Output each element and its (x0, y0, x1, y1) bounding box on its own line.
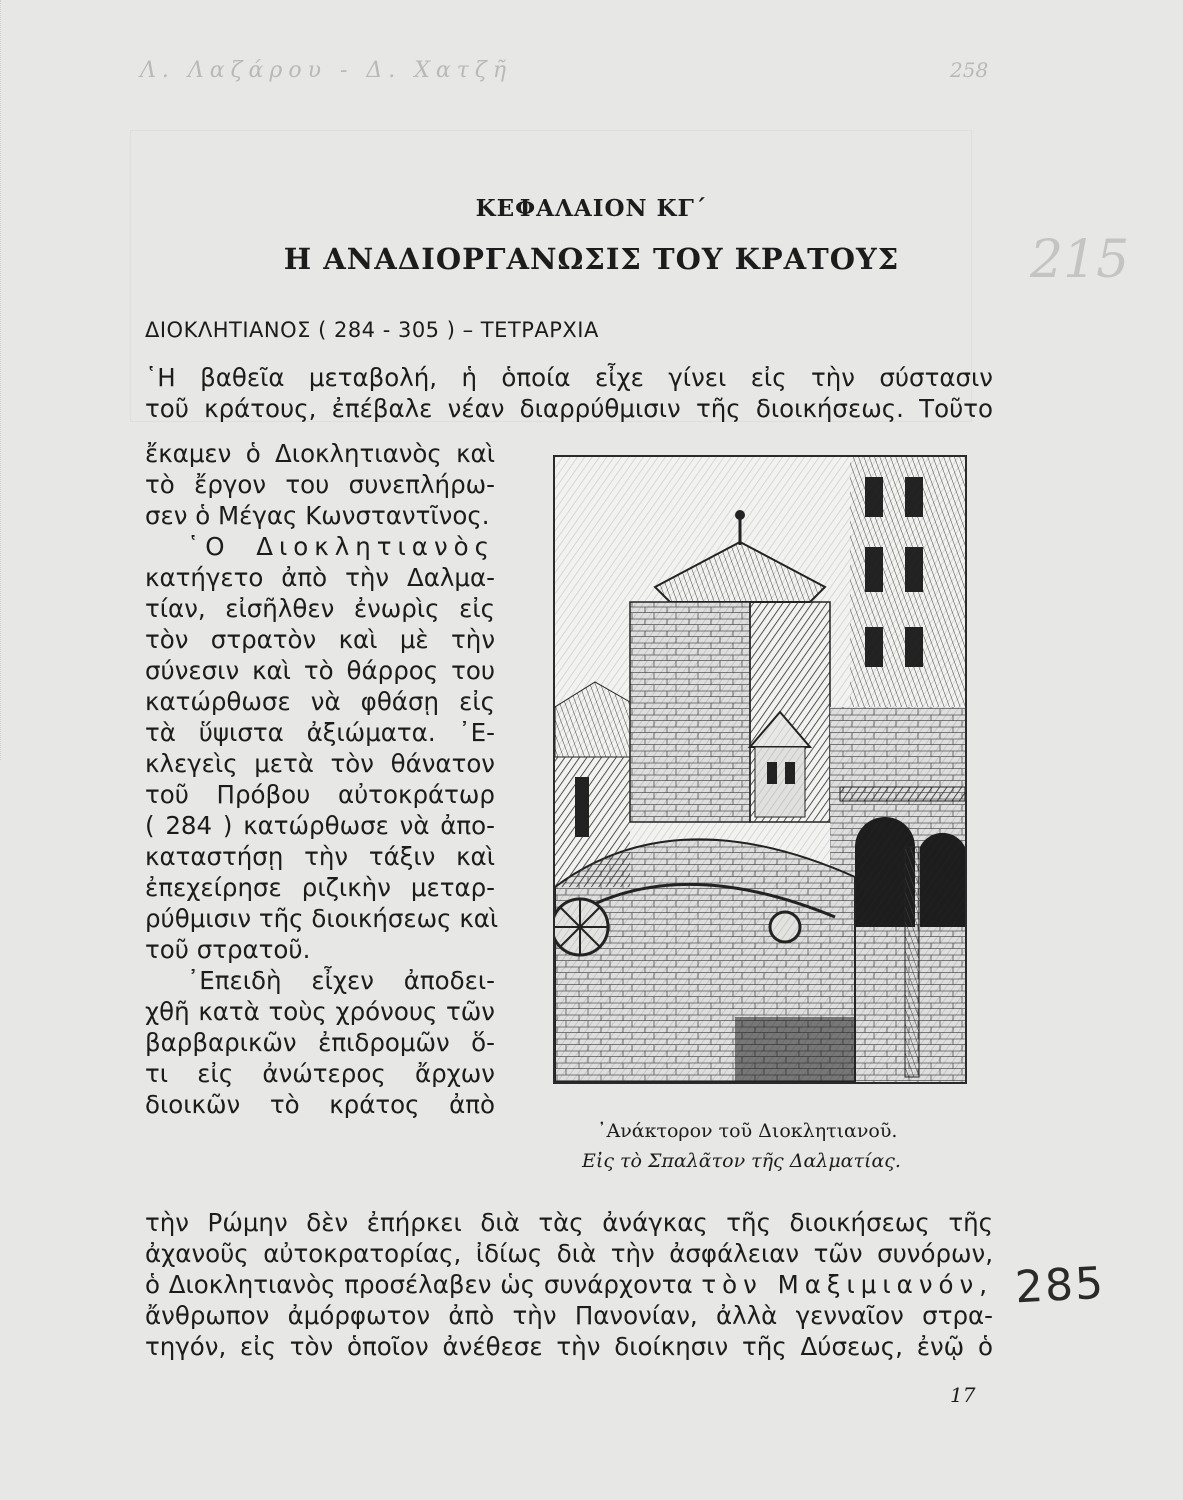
page-title: Η ΑΝΑΔΙΟΡΓΑΝΩΣΙΣ ΤΟΥ ΚΡΑΤΟΥΣ (283, 242, 900, 276)
text-line (145, 1269, 993, 1300)
bleed-page-number: 258 (950, 58, 989, 82)
text-line: ( 284 ) κατώρθωσε νὰ ἀπο- (145, 811, 495, 840)
text-line: βαρβαρικῶν ἐπιδρομῶν ὅ- (145, 1028, 495, 1057)
text-line: σύνεσιν καὶ τὸ θάρρος του (145, 656, 495, 685)
closing-paragraph (145, 1207, 993, 1362)
emphasized-name: τὸν Μαξιμιανόν, (701, 1270, 993, 1299)
text-line: σεν ὁ Μέγας Κωνσταντῖνος. (145, 501, 490, 530)
text-line: ἔκαμεν ὁ Διοκλητιανὸς καὶ (145, 439, 495, 468)
text-line: ἀχανοῦς αὐτοκρατορίας, ἰδίως διὰ τὴν ἀσφάλειαν τῶν συνόρων, (145, 1239, 993, 1268)
figure-caption-title: ᾿Ανάκτορον τοῦ Διοκλητιανοῦ. (597, 1120, 898, 1142)
text-line: κλεγεὶς μετὰ τὸν θάνατον (145, 749, 495, 778)
text-line: ρύθμισιν τῆς διοικήσεως καὶ (145, 904, 499, 933)
page-number: 17 (950, 1383, 976, 1407)
text-fragment: ὁ Διοκλητιανὸς προσέλαβεν ὡς συνάρχοντα (145, 1270, 693, 1299)
text-line: τι εἰς ἀνώτερος ἄρχων (145, 1059, 495, 1088)
text-line: ἐπεχείρησε ριζικὴν μεταρ- (145, 873, 495, 902)
column-text (145, 438, 499, 1120)
text-line: τοῦ Πρόβου αὐτοκράτωρ (145, 780, 495, 809)
text-line: τὰ ὕψιστα ἀξιώματα. ᾿Ε- (145, 718, 495, 747)
palace-engraving (553, 455, 967, 1084)
text-line: κατήγετο ἀπὸ τὴν Δαλμα- (145, 563, 495, 592)
text-line: τοῦ στρατοῦ. (145, 935, 311, 964)
section-subtitle: ΔΙΟΚΛΗΤΙΑΝΟΣ ( 284 - 305 ) – ΤΕΤΡΑΡΧΙΑ (145, 318, 599, 342)
text-line: τοῦ κράτους, ἐπέβαλε νέαν διαρρύθμισιν τῆς διοικήσεως. Τοῦτο (145, 394, 993, 423)
text-line: τὸ ἔργον του συνεπλήρω- (145, 470, 495, 499)
bleed-margin-mark: 215 (1030, 230, 1130, 290)
text-line: καταστήσῃ τὴν τάξιν καὶ (145, 842, 495, 871)
text-line: χθῆ κατὰ τοὺς χρόνους τῶν (145, 997, 495, 1026)
handwritten-number: 285 (1013, 1257, 1107, 1314)
text-line: τὴν Ρώμην δὲν ἐπήρκει διὰ τὰς ἀνάγκας τῆς διοικήσεως τῆς (145, 1208, 993, 1237)
chapter-heading: ΚΕΦΑΛΑΙΟΝ ΚΓ΄ (475, 195, 708, 222)
text-line: τίαν, εἰσῆλθεν ἐνωρὶς εἰς (145, 594, 495, 623)
figure-caption-location: Εἰς τὸ Σπαλᾶτον τῆς Δαλματίας. (582, 1150, 901, 1172)
bleed-side-text (0, 0, 41, 760)
text-line: ᾿Επειδὴ εἶχεν ἀποδει- (187, 966, 495, 995)
intro-paragraph (145, 362, 993, 424)
text-line: ῾Ο Διοκλητιανὸς (187, 532, 495, 561)
text-line: τὸν στρατὸν καὶ μὲ τὴν (145, 625, 495, 654)
text-line: ἄνθρωπον ἀμόρφωτον ἀπὸ τὴν Πανονίαν, ἀλλὰ γενναῖον στρα- (145, 1301, 993, 1330)
text-line: διοικῶν τὸ κράτος ἀπὸ (145, 1090, 495, 1119)
text-line: ῾Η βαθεῖα μεταβολή, ἡ ὁποία εἶχε γίνει εἰς τὴν σύστασιν (145, 363, 993, 392)
bleed-header: Λ. Λαζάρου - Δ. Χατζῆ (140, 58, 513, 83)
text-line: τηγόν, εἰς τὸν ὁποῖον ἀνέθεσε τὴν διοίκησιν τῆς Δύσεως, ἐνῷ ὁ (145, 1332, 993, 1361)
text-line: κατώρθωσε νὰ φθάσῃ εἰς (145, 687, 495, 716)
